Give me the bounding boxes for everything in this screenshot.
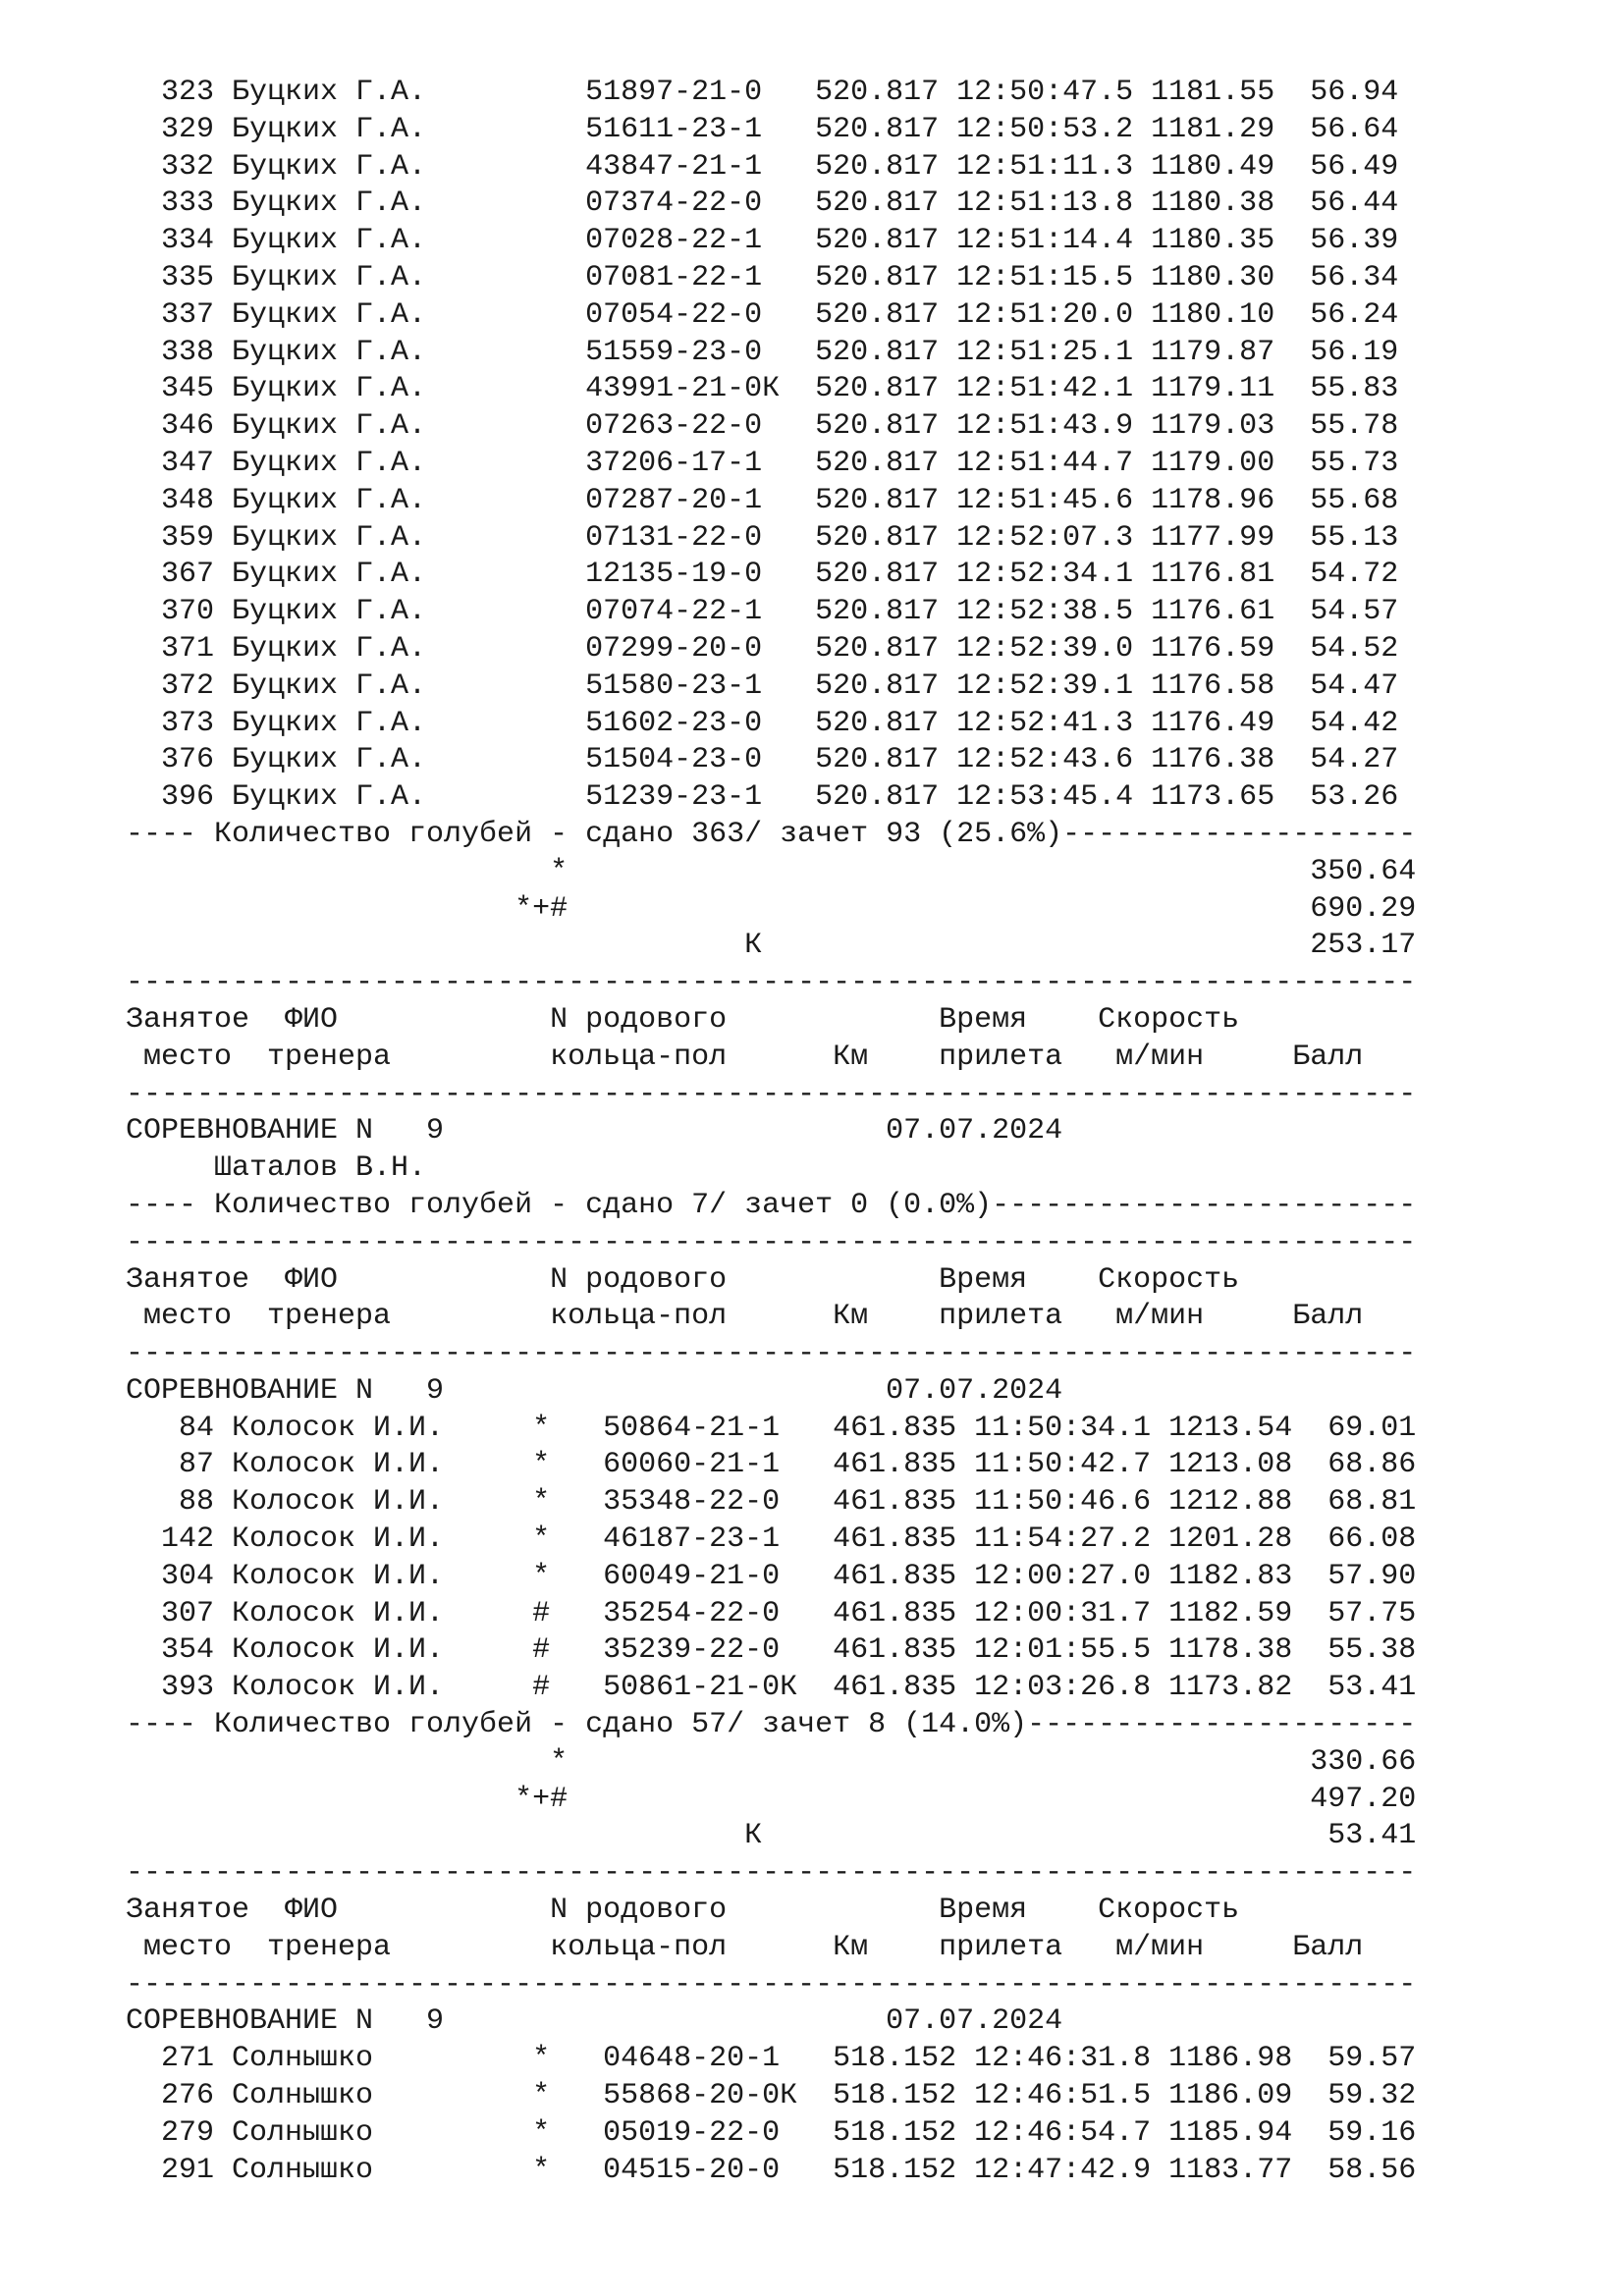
report-line: 396 Буцких Г.А. 51239-23-1 520.817 12:53:45.4 1173.65 53.26 — [126, 780, 1399, 815]
report-line: 329 Буцких Г.А. 51611-23-1 520.817 12:50:53.2 1181.29 56.64 — [126, 112, 1399, 146]
report-line: К 53.41 — [126, 1819, 1417, 1853]
report-line: Занятое ФИО N родового Время Скорость — [126, 1894, 1240, 1928]
report-line: 345 Буцких Г.А. 43991-21-0К 520.817 12:51:42.1 1179.11 55.83 — [126, 372, 1399, 406]
report-line: 372 Буцких Г.А. 51580-23-1 520.817 12:52:39.1 1176.58 54.47 — [126, 668, 1399, 703]
report-line: место тренера кольца-пол Км прилета м/мин Балл — [126, 1040, 1364, 1074]
report-line: 337 Буцких Г.А. 07054-22-0 520.817 12:51:20.0 1180.10 56.24 — [126, 297, 1399, 332]
report-line: 348 Буцких Г.А. 07287-20-1 520.817 12:51:45.6 1178.96 55.68 — [126, 483, 1399, 517]
report-line: Шаталов В.Н. — [126, 1151, 427, 1186]
results-report — [126, 75, 1416, 2189]
report-line: ---- Количество голубей - сдано 363/ зачет 93 (25.6%)-------------------- — [126, 817, 1417, 851]
report-line: 84 Колосок И.И. * 50864-21-1 461.835 11:50:34.1 1213.54 69.01 — [126, 1411, 1417, 1445]
report-line: 373 Буцких Г.А. 51602-23-0 520.817 12:52:41.3 1176.49 54.42 — [126, 706, 1399, 740]
report-line: 323 Буцких Г.А. 51897-21-0 520.817 12:50:47.5 1181.55 56.94 — [126, 76, 1399, 109]
report-line: Занятое ФИО N родового Время Скорость — [126, 1002, 1240, 1037]
report-line: СОРЕВНОВАНИЕ N 9 07.07.2024 — [126, 1114, 1063, 1148]
report-line: 142 Колосок И.И. * 46187-23-1 461.835 11:54:27.2 1201.28 66.08 — [126, 1522, 1417, 1557]
report-line: * 330.66 — [126, 1744, 1417, 1779]
report-line: *+# 497.20 — [126, 1782, 1417, 1816]
report-line: 334 Буцких Г.А. 07028-22-1 520.817 12:51:14.4 1180.35 56.39 — [126, 224, 1399, 258]
report-line: 338 Буцких Г.А. 51559-23-0 520.817 12:51:25.1 1179.87 56.19 — [126, 335, 1399, 369]
report-line: ------------------------------------------------------------------------- — [126, 1225, 1417, 1259]
report-line: 271 Солнышко * 04648-20-1 518.152 12:46:31.8 1186.98 59.57 — [126, 2042, 1417, 2076]
report-line: 371 Буцких Г.А. 07299-20-0 520.817 12:52:39.0 1176.59 54.52 — [126, 631, 1399, 666]
report-line: место тренера кольца-пол Км прилета м/мин Балл — [126, 1930, 1364, 1964]
report-line: 307 Колосок И.И. # 35254-22-0 461.835 12:00:31.7 1182.59 57.75 — [126, 1596, 1417, 1630]
report-line: СОРЕВНОВАНИЕ N 9 07.07.2024 — [126, 1373, 1063, 1408]
report-line: ------------------------------------------------------------------------- — [126, 1337, 1417, 1371]
report-line: 88 Колосок И.И. * 35348-22-0 461.835 11:50:46.6 1212.88 68.81 — [126, 1485, 1417, 1520]
report-line: 354 Колосок И.И. # 35239-22-0 461.835 12:01:55.5 1178.38 55.38 — [126, 1633, 1417, 1668]
report-line: 370 Буцких Г.А. 07074-22-1 520.817 12:52:38.5 1176.61 54.57 — [126, 595, 1399, 629]
report-line: СОРЕВНОВАНИЕ N 9 07.07.2024 — [126, 2004, 1063, 2039]
report-line: 276 Солнышко * 55868-20-0К 518.152 12:46:51.5 1186.09 59.32 — [126, 2079, 1417, 2113]
report-line: место тренера кольца-пол Км прилета м/мин Балл — [126, 1300, 1364, 1334]
report-line: Занятое ФИО N родового Время Скорость — [126, 1262, 1240, 1297]
report-line: 291 Солнышко * 04515-20-0 518.152 12:47:42.9 1183.77 58.56 — [126, 2153, 1417, 2187]
report-line: 304 Колосок И.И. * 60049-21-0 461.835 12:00:27.0 1182.83 57.90 — [126, 1559, 1417, 1593]
report-line: 359 Буцких Г.А. 07131-22-0 520.817 12:52:07.3 1177.99 55.13 — [126, 520, 1399, 555]
report-line: 332 Буцких Г.А. 43847-21-1 520.817 12:51:11.3 1180.49 56.49 — [126, 149, 1399, 184]
report-line: ------------------------------------------------------------------------- — [126, 1077, 1417, 1111]
report-line: ---- Количество голубей - сдано 57/ зачет 8 (14.0%)---------------------- — [126, 1708, 1417, 1742]
report-line: ------------------------------------------------------------------------- — [126, 966, 1417, 1000]
report-line: 367 Буцких Г.А. 12135-19-0 520.817 12:52:34.1 1176.81 54.72 — [126, 558, 1399, 592]
report-line: 376 Буцких Г.А. 51504-23-0 520.817 12:52:43.6 1176.38 54.27 — [126, 743, 1399, 777]
report-line: *+# 690.29 — [126, 891, 1417, 926]
report-line: 347 Буцких Г.А. 37206-17-1 520.817 12:51:44.7 1179.00 55.73 — [126, 446, 1399, 480]
report-line: ------------------------------------------------------------------------- — [126, 1967, 1417, 2002]
report-line: * 350.64 — [126, 854, 1417, 888]
report-line: ---- Количество голубей - сдано 7/ зачет 0 (0.0%)------------------------ — [126, 1188, 1417, 1222]
report-line: 279 Солнышко * 05019-22-0 518.152 12:46:54.7 1185.94 59.16 — [126, 2115, 1417, 2150]
report-line: К 253.17 — [126, 929, 1417, 963]
report-line: 333 Буцких Г.А. 07374-22-0 520.817 12:51:13.8 1180.38 56.44 — [126, 187, 1399, 221]
report-line: ------------------------------------------------------------------------- — [126, 1856, 1417, 1891]
report-line: 393 Колосок И.И. # 50861-21-0К 461.835 12:03:26.8 1173.82 53.41 — [126, 1671, 1417, 1705]
report-line: 335 Буцких Г.А. 07081-22-1 520.817 12:51:15.5 1180.30 56.34 — [126, 260, 1399, 294]
report-line: 87 Колосок И.И. * 60060-21-1 461.835 11:50:42.7 1213.08 68.86 — [126, 1448, 1417, 1482]
report-line: 346 Буцких Г.А. 07263-22-0 520.817 12:51:43.9 1179.03 55.78 — [126, 409, 1399, 444]
